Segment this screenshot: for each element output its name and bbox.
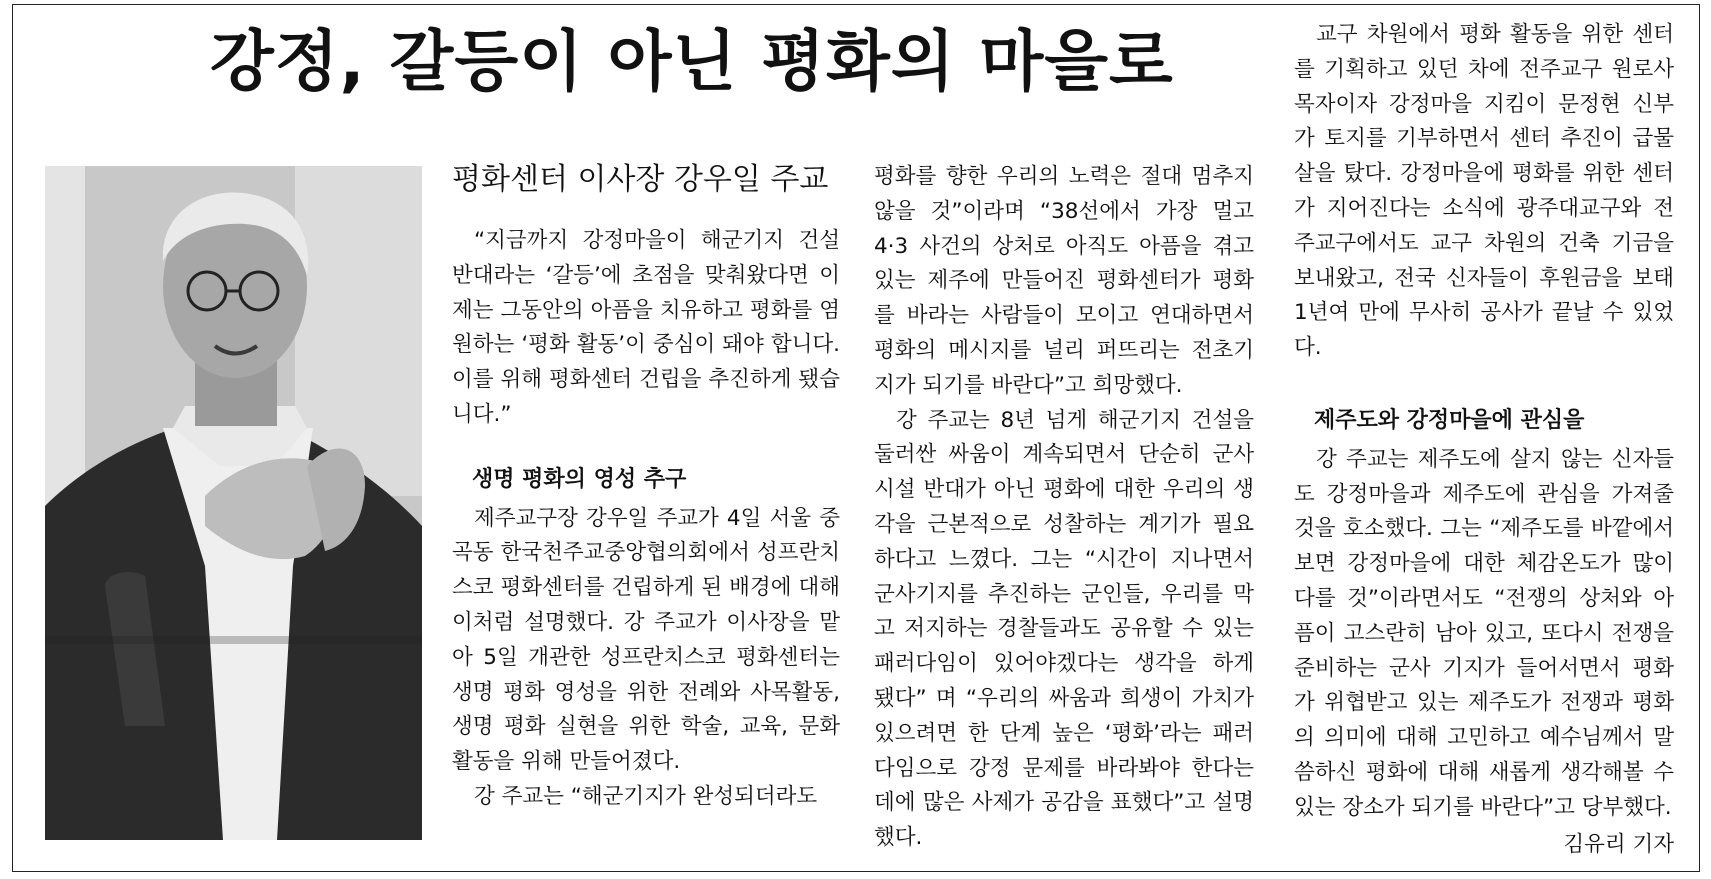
- body-paragraph: 강 주교는 8년 넘게 해군기지 건설을 둘러싼 싸움이 계속되면서 단순히 군사 시설 반대가 아닌 평화에 대한 우리의 생각을 근본적으로 성찰하는 계기가 필요하다고 느꼈다. 그는 “시간이 지나면서 군사기지를 추진하는 군인들, 우리를 막고 저지하는 경찰들과도 공유할 수 있는 패러다임이 있어야겠다는 생각을 하게 됐다” 며 “우리의 싸움과 희생이 가치가 있으려면 한 단계 높은 ‘평화’라는 패러다임으로 강정 문제를 바라봐야 한다는 데에 많은 사제가 공감을 표했다”고 설명했다.: [874, 407, 1254, 851]
- column-3: [1294, 18, 1674, 862]
- byline: 김유리 기자: [1563, 831, 1674, 857]
- body-paragraph: 강 주교는 “해군기지가 완성되더라도: [474, 783, 818, 809]
- column-1: [452, 160, 840, 815]
- body-paragraph: 강 주교는 제주도에 살지 않는 신자들도 강정마을과 제주도에 관심을 가져줄 것을 호소했다. 그는 “제주도를 바깥에서 보면 강정마을에 대한 체감온도가 많이 다를 것”이라면서도 “전쟁의 상처와 아픔이 고스란히 남아 있고, 또다시 전쟁을 준비하는 군사 기지가 들어서면서 평화가 위협받고 있는 제주도가 전쟁과 평화의 의미에 대해 고민하고 예수님께서 말씀하신 평화에 대해 새롭게 생각해볼 수 있는 장소가 되기를 바란다”고 당부했다.: [1294, 446, 1674, 820]
- column-2: [874, 160, 1254, 856]
- body-paragraph: 교구 차원에서 평화 활동을 위한 센터를 기획하고 있던 차에 전주교구 원로사목자이자 강정마을 지킴이 문정현 신부가 토지를 기부하면서 센터 추진이 급물살을 탔다. 강정마을에 평화를 위한 센터가 지어진다는 소식에 광주대교구와 전주교구에서도 교구 차원의 건축 기금을 보내왔고, 전국 신자들이 후원금을 보태 1년여 만에 무사히 공사가 끝날 수 있었다.: [1294, 22, 1674, 361]
- body-paragraph: 제주교구장 강우일 주교가 4일 서울 중곡동 한국천주교중앙협의회에서 성프란치스코 평화센터를 건립하게 된 배경에 대해 이처럼 설명했다. 강 주교가 이사장을 맡아 5일 개관한 성프란치스코 평화센터는 생명 평화 영성을 위한 전례와 사목활동, 생명 평화 실현을 위한 학술, 교육, 문화 활동을 위해 만들어졌다.: [452, 505, 840, 775]
- portrait-illustration: [45, 166, 422, 840]
- portrait-photo: [45, 166, 422, 840]
- opening-quote: “지금까지 강정마을이 해군기지 건설 반대라는 ‘갈등’에 초점을 맞춰왔다면 이제는 그동안의 아픔을 치유하고 평화를 염원하는 ‘평화 활동’이 중심이 돼야 합니다. 이를 위해 평화센터 건립을 추진하게 됐습니다.”: [452, 228, 840, 427]
- body-paragraph: 평화를 향한 우리의 노력은 절대 멈추지 않을 것”이라며 “38선에서 가장 멀고 4·3 사건의 상처로 아직도 아픔을 겪고 있는 제주에 만들어진 평화센터가 평화를 바라는 사람들이 모이고 연대하면서 평화의 메시지를 널리 퍼뜨리는 전초기지가 되기를 바란다”고 희망했다.: [874, 164, 1254, 398]
- section-heading-2: 제주도와 강정마을에 관심을: [1314, 407, 1585, 433]
- section-heading-1: 생명 평화의 영성 추구: [472, 466, 687, 492]
- subtitle: 평화센터 이사장 강우일 주교: [452, 162, 829, 197]
- headline: 강정, 갈등이 아닌 평화의 마을로: [210, 23, 1174, 100]
